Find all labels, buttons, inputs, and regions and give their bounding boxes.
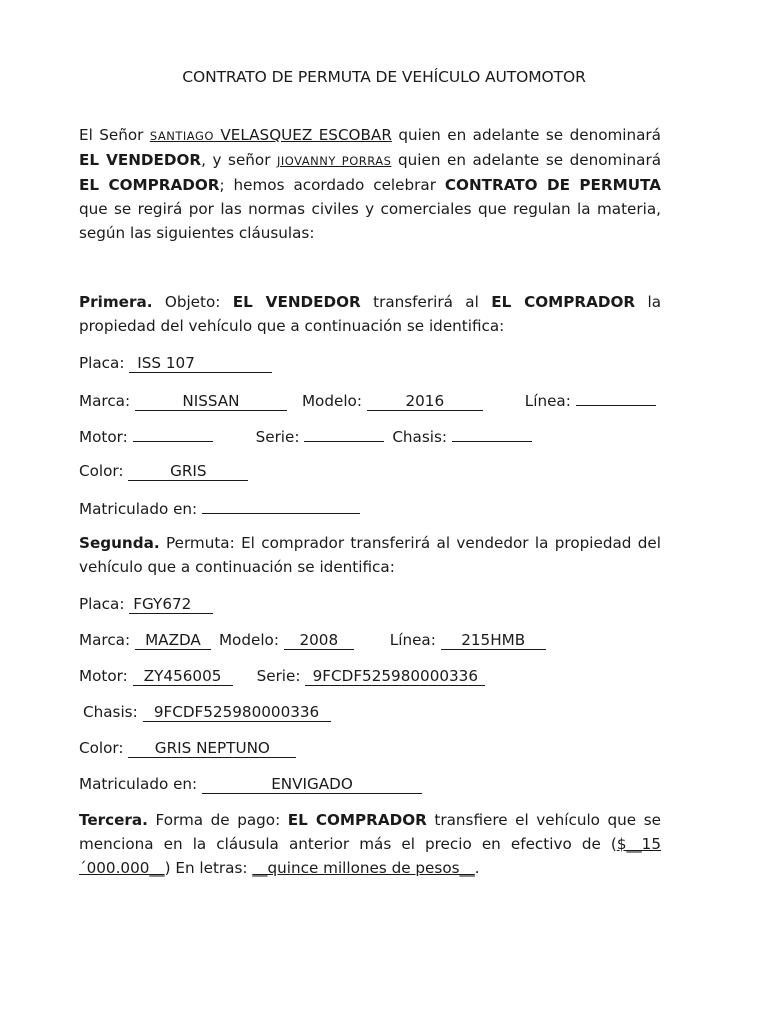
payment-amount: $__15 ´000.000__	[79, 835, 661, 877]
document-title: CONTRATO DE PERMUTA DE VEHÍCULO AUTOMOTOR	[182, 68, 586, 86]
motor-label: Motor:	[79, 428, 133, 446]
segunda-motor-row	[79, 664, 485, 688]
primera-matriculado-row	[79, 495, 360, 521]
clause-text: Permuta: El comprador transferirá al vendedor la propiedad del vehículo que a continuación se identifica:	[79, 534, 661, 576]
modelo-label: Modelo:	[301, 392, 367, 410]
matriculado-label: Matriculado en:	[79, 775, 203, 793]
seller-first-name: SANTIAGO	[149, 129, 214, 143]
segunda-color-row	[79, 736, 296, 760]
motor-label: Motor:	[79, 667, 133, 685]
buyer-role: EL COMPRADOR	[287, 811, 427, 829]
payment-amount-words: __quince millones de pesos__	[252, 859, 475, 877]
clause-text: la propiedad del vehículo que a continuación se identifica:	[79, 293, 661, 335]
color-label: Color:	[79, 739, 129, 757]
marca-label: Marca:	[79, 631, 135, 649]
serie-label: Serie:	[255, 428, 305, 446]
clause-text: Forma de pago:	[147, 811, 288, 829]
clause-heading: Primera.	[79, 293, 153, 311]
intro-text: quien en adelante se denominará	[391, 126, 661, 144]
segunda-marca-row	[79, 628, 546, 652]
seller-role: EL VENDEDOR	[79, 151, 202, 169]
clause-heading: Tercera.	[79, 811, 148, 829]
marca-label: Marca:	[79, 392, 135, 410]
chasis-value	[452, 423, 532, 442]
linea-label: Línea:	[389, 631, 441, 649]
clause-tercera	[79, 808, 661, 880]
intro-text: , y señor	[201, 151, 278, 169]
placa-label: Placa:	[79, 595, 130, 613]
serie-value: 9FCDF525980000336	[305, 667, 485, 686]
linea-value: 215HMB	[441, 631, 546, 650]
segunda-chasis-row	[83, 700, 331, 724]
marca-value: NISSAN	[135, 392, 287, 411]
clause-text: transferirá al	[360, 293, 492, 311]
seller-role: EL VENDEDOR	[232, 293, 361, 311]
clause-text: transfiere el vehículo que se menciona en la cláusula anterior más el precio en efectivo de (	[79, 811, 661, 853]
clause-primera	[79, 290, 661, 338]
clause-text: .	[474, 859, 480, 877]
modelo-label: Modelo:	[218, 631, 284, 649]
segunda-matriculado-row	[79, 772, 422, 796]
chasis-label: Chasis:	[83, 703, 143, 721]
contract-type: CONTRATO DE PERMUTA	[444, 176, 661, 194]
matriculado-value: ENVIGADO	[202, 775, 422, 794]
buyer-role: EL COMPRADOR	[79, 176, 220, 194]
seller-last-name: VELASQUEZ ESCOBAR	[213, 126, 392, 144]
clause-text: Objeto:	[152, 293, 233, 311]
serie-label: Serie:	[256, 667, 306, 685]
linea-value	[576, 387, 656, 406]
modelo-value: 2016	[367, 392, 483, 411]
intro-text: El Señor	[79, 126, 150, 144]
color-label: Color:	[79, 462, 129, 480]
intro-text: quien en adelante se denominará	[391, 151, 662, 169]
chasis-label: Chasis:	[392, 428, 452, 446]
placa-value: FGY672	[129, 595, 213, 614]
marca-value: MAZDA	[135, 631, 211, 650]
motor-value	[133, 423, 213, 442]
motor-value: ZY456005	[133, 667, 233, 686]
primera-marca-row	[79, 387, 656, 413]
intro-paragraph	[79, 123, 661, 245]
modelo-value: 2008	[284, 631, 354, 650]
placa-value: ISS 107	[129, 354, 272, 373]
linea-label: Línea:	[524, 392, 576, 410]
buyer-name: JIOVANNY PORRAS	[277, 154, 392, 168]
segunda-placa-row	[79, 592, 213, 616]
intro-text: que se regirá por las normas civiles y comerciales que regulan la materia, según las siguientes cláusulas:	[79, 200, 661, 242]
clause-heading: Segunda.	[79, 534, 160, 552]
chasis-value: 9FCDF525980000336	[143, 703, 331, 722]
intro-text: ; hemos acordado celebrar	[219, 176, 445, 194]
clause-segunda	[79, 531, 661, 579]
primera-color-row	[79, 459, 248, 483]
buyer-role: EL COMPRADOR	[491, 293, 636, 311]
placa-label: Placa:	[79, 354, 130, 372]
color-value: GRIS	[128, 462, 248, 481]
serie-value	[304, 423, 384, 442]
matriculado-value	[202, 495, 360, 514]
color-value: GRIS NEPTUNO	[128, 739, 296, 758]
matriculado-label: Matriculado en:	[79, 500, 203, 518]
primera-placa-row	[79, 351, 272, 375]
clause-text: ) En letras:	[164, 859, 253, 877]
primera-motor-row	[79, 423, 532, 449]
